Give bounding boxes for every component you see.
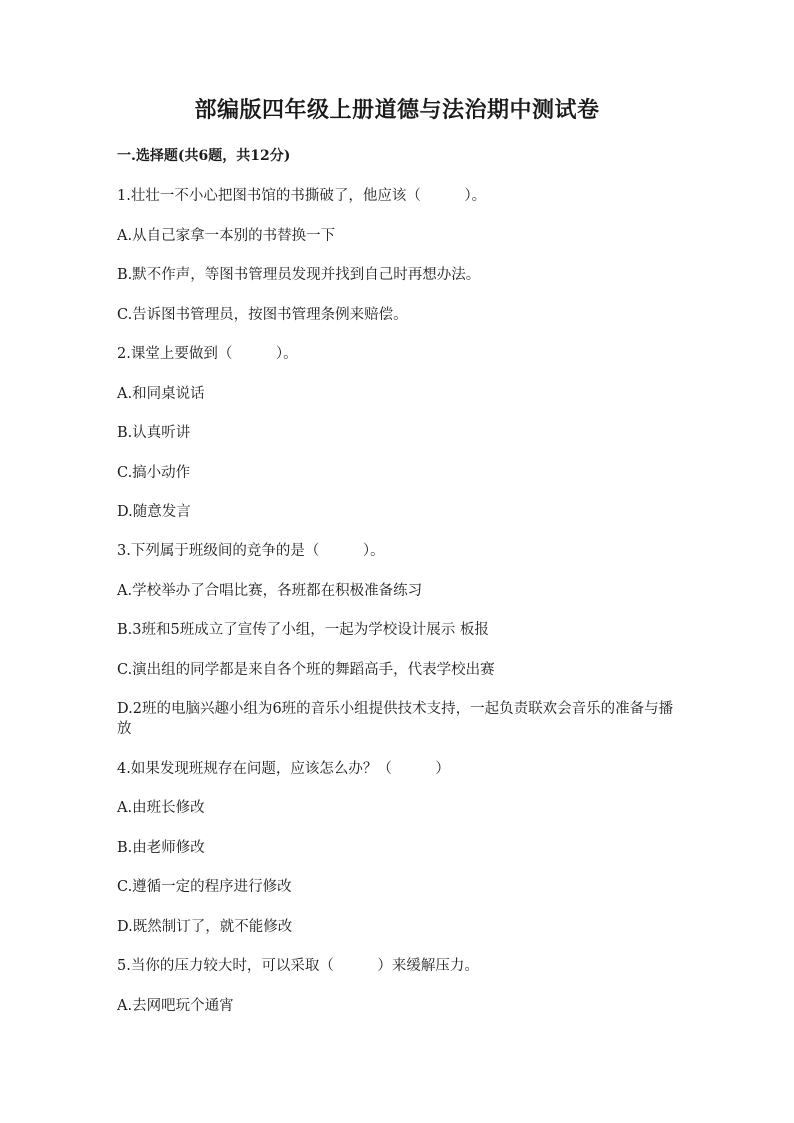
question-3-option-a: A.学校举办了合唱比赛，各班都在积极准备练习 (117, 583, 423, 599)
question-2-option-b: B.认真听讲 (117, 425, 191, 441)
question-5-option-a: A.去网吧玩个通宵 (117, 998, 234, 1014)
question-3-option-b: B.3班和5班成立了宣传了小组，一起为学校设计展示 板报 (117, 622, 489, 638)
question-4-option-a: A.由班长修改 (117, 800, 205, 816)
question-2-option-a: A.和同桌说话 (117, 386, 205, 402)
question-3-option-c: C.演出组的同学都是来自各个班的舞蹈高手，代表学校出赛 (117, 662, 495, 678)
question-1-option-c: C.告诉图书管理员，按图书管理条例来赔偿。 (117, 307, 408, 323)
question-2: 2.课堂上要做到（ ）。 (117, 346, 298, 362)
question-4-option-b: B.由老师修改 (117, 840, 205, 856)
question-1: 1.壮壮一不小心把图书馆的书撕破了，他应该（ ）。 (117, 188, 487, 204)
question-4-option-c: C.遵循一定的程序进行修改 (117, 879, 292, 895)
question-3-option-d: D.2班的电脑兴趣小组为6班的音乐小组提供技术支持，一起负责联欢会音乐的准备与播放 (117, 701, 674, 737)
question-4: 4.如果发现班规存在问题，应该怎么办？（ ） (117, 761, 450, 777)
question-2-option-d: D.随意发言 (117, 504, 191, 520)
question-5: 5.当你的压力较大时，可以采取（ ）来缓解压力。 (117, 958, 479, 974)
question-1-option-a: A.从自己家拿一本别的书替换一下 (117, 228, 336, 244)
section-header: 一.选择题(共6题，共12分) (117, 148, 291, 164)
question-3: 3.下列属于班级间的竞争的是（ ）。 (117, 543, 385, 559)
question-2-option-c: C.搞小动作 (117, 465, 191, 481)
question-4-option-d: D.既然制订了，就不能修改 (117, 919, 293, 935)
question-1-option-b: B.默不作声，等图书管理员发现并找到自己时再想办法。 (117, 267, 481, 283)
page-title: 部编版四年级上册道德与法治期中测试卷 (194, 97, 600, 123)
